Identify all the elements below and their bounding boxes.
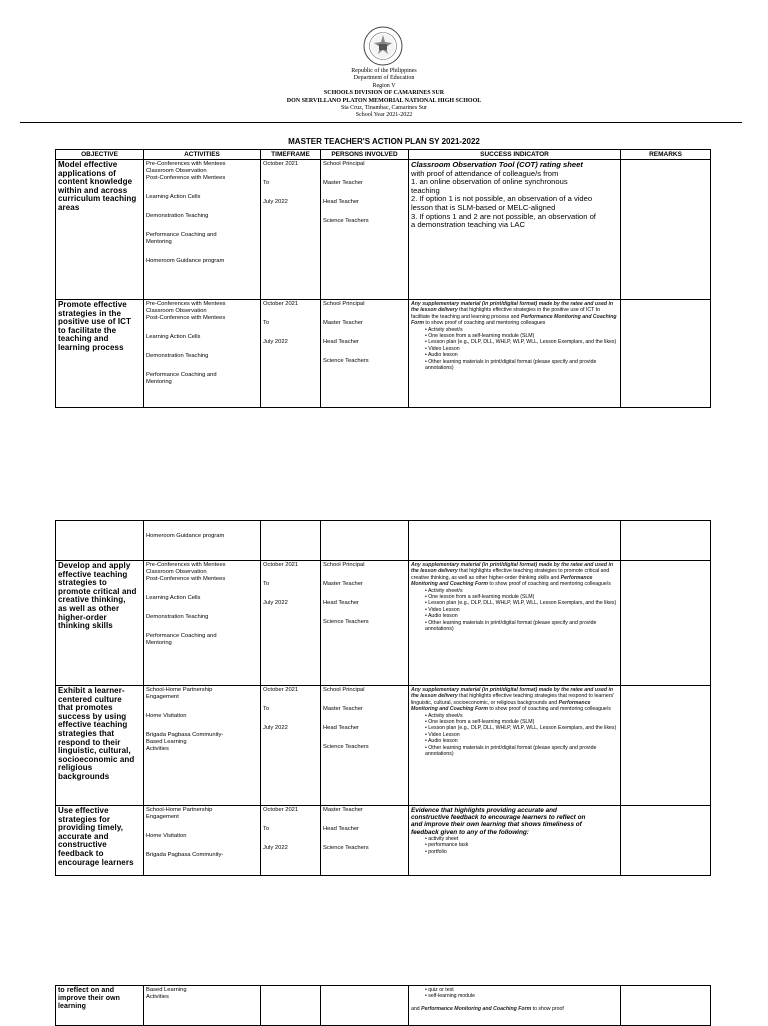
activities-cell: School-Home Partnership Engagement Home Visitation Brigada Pagbasa Community- — [144, 806, 261, 876]
remarks-cell — [621, 521, 711, 561]
header-divider — [20, 122, 742, 123]
timeframe-cell — [261, 521, 321, 561]
success-indicator-cell: Any supplementary material (in print/digital format) made by the ratee and used in the lesson delivery that highlights effective strategies in the positive use of ICT to facilitate the teaching and learning process and Performance Monitoring and Coaching Form to show proof of coaching and mentoring colleagues • Activity sheet/s • One lesson from a self-learning module (SLM) • Lesson plan (e.g., DLP, DLL, WHLP, WLP, WLL, Lesson Exemplars, and the likes) • Video Lesson • Audio lesson • Other learning materials in print/digital format (please specify and provide annotations) — [409, 300, 621, 408]
remarks-cell — [621, 300, 711, 408]
persons-cell — [321, 521, 409, 561]
success-indicator-cell: Any supplementary material (in print/digital format) made by the ratee and used in the lesson delivery that highlights effective teaching strategies that respond to learners' linguistic, cultural, socioeconomic, or religious backgrounds and Performance Monitoring and Coaching Form to show proof of coaching and mentoring colleague/s • Activity sheet/s • One lesson from a self-learning module (SLM) • Lesson plan (e.g., DLP, DLL, WHLP, WLP, WLL, Lesson Exemplars, and the likes) • Video Lesson • Audio lesson • Other learning materials in print/digital format (please specify and provide annotations) — [409, 686, 621, 806]
remarks-cell — [621, 986, 711, 1026]
table-row — [56, 521, 711, 561]
remarks-cell — [621, 806, 711, 876]
objective-cell: to reflect on and improve their own learning — [56, 986, 144, 1026]
remarks-cell — [621, 561, 711, 686]
timeframe-cell: October 2021 To July 2022 — [261, 160, 321, 300]
table-row — [56, 160, 711, 300]
timeframe-cell — [261, 986, 321, 1026]
document-header — [0, 68, 768, 120]
deped-seal-icon — [363, 26, 403, 66]
action-plan-table-page3 — [55, 985, 711, 1026]
table-row — [56, 300, 711, 408]
table-header-row — [56, 150, 711, 160]
timeframe-cell: October 2021 To July 2022 — [261, 300, 321, 408]
header-line: Department of Education — [353, 75, 415, 82]
timeframe-cell: October 2021 To July 2022 — [261, 686, 321, 806]
school-name: DON SERVILLANO PLATON MEMORIAL NATIONAL HIGH SCHOOL — [286, 97, 482, 104]
objective-cell — [56, 521, 144, 561]
action-plan-table-page1 — [55, 149, 711, 408]
header-line: Republic of the Philippines — [351, 68, 417, 74]
table-row — [56, 686, 711, 806]
persons-cell — [321, 986, 409, 1026]
division-name: SCHOOLS DIVISION OF CAMARINES SUR — [323, 90, 445, 97]
activities-cell: Pre-Conferences with Mentees Classroom Observation Post-Conference with Mentees Learning Action Cells Demonstration Teaching Performance Coaching and Mentoring — [144, 300, 261, 408]
col-objective: OBJECTIVE — [56, 150, 144, 160]
persons-cell: Master Teacher Head Teacher Science Teachers — [321, 806, 409, 876]
col-timeframe: TIMEFRAME — [261, 150, 321, 160]
objective-cell: Exhibit a learner- centered culture that promotes success by using effective teaching strategies that respond to their linguistic, cultural, socioeconomic and religious backgrounds — [56, 686, 144, 806]
persons-cell: School Principal Master Teacher Head Teacher Science Teachers — [321, 686, 409, 806]
objective-cell: Model effective applications of content knowledge within and across curriculum teaching areas — [56, 160, 144, 300]
plan-title: MASTER TEACHER'S ACTION PLAN SY 2021-2022 — [288, 137, 480, 146]
persons-cell: School Principal Master Teacher Head Teacher Science Teachers — [321, 561, 409, 686]
objective-cell: Develop and apply effective teaching strategies to promote critical and creative thinking, as well as other higher-order thinking skills — [56, 561, 144, 686]
table-row — [56, 806, 711, 876]
success-indicator-cell — [409, 521, 621, 561]
school-address: Sta Cruz, Tinambac, Camarines Sur — [341, 105, 427, 112]
success-indicator-cell: Any supplementary material (in print/digital format) made by the ratee and used in the lesson delivery that highlights effective teaching strategies to promote critical and creative thinking, as well as other higher-order thinking skills and Performance Monitoring and Coaching Form to show proof of coaching and mentoring colleague/s • Activity sheet/s • One lesson from a self-learning module (SLM) • Lesson plan (e.g., DLP, DLL, WHLP, WLP, WLL, Lesson Exemplars, and the likes) • Video Lesson • Audio lesson • Other learning materials in print/digital format (please specify and provide annotations) — [409, 561, 621, 686]
table-row — [56, 986, 711, 1026]
timeframe-cell: October 2021 To July 2022 — [261, 806, 321, 876]
activities-cell: School-Home Partnership Engagement Home Visitation Brigada Pagbasa Community- Based Learning Activities — [144, 686, 261, 806]
remarks-cell — [621, 686, 711, 806]
col-success-indicator: SUCCESS INDICATOR — [409, 150, 621, 160]
action-plan-table-page2 — [55, 520, 711, 876]
activities-cell: Homeroom Guidance program — [144, 521, 261, 561]
activities-cell: Pre-Conferences with Mentees Classroom Observation Post-Conference with Mentees Learning Action Cells Demonstration Teaching Performance Coaching and Mentoring Homeroom Guidance program — [144, 160, 261, 300]
col-remarks: REMARKS — [621, 150, 711, 160]
success-indicator-cell: • quiz or test • self-learning module and Performance Monitoring and Coaching Form to show proof — [409, 986, 621, 1026]
activities-cell: Pre-Conferences with Mentees Classroom Observation Post-Conference with Mentees Learning Action Cells Demonstration Teaching Performance Coaching and Mentoring — [144, 561, 261, 686]
persons-cell: School Principal Master Teacher Head Teacher Science Teachers — [321, 300, 409, 408]
persons-cell: School Principal Master Teacher Head Teacher Science Teachers — [321, 160, 409, 300]
objective-cell: Promote effective strategies in the positive use of ICT to facilitate the teaching and learning process — [56, 300, 144, 408]
activities-cell: Based Learning Activities — [144, 986, 261, 1026]
header-line: Region V — [372, 82, 396, 89]
col-activities: ACTIVITIES — [144, 150, 261, 160]
success-indicator-cell: Classroom Observation Tool (COT) rating sheet with proof of attendance of colleague/s from 1. an online observation of online synchronous teaching 2. If option 1 is not possible, an observation of a video lesson that is SLM-based or MELC-aligned 3. If options 1 and 2 are not possible, an observation of a demonstration teaching via LAC — [409, 160, 621, 300]
success-indicator-cell: Evidence that highlights providing accurate and constructive feedback to encourage learners to reflect on and improve their own learning that shows timeliness of feedback given to any of the following: • activity sheet • performance task • portfolio — [409, 806, 621, 876]
col-persons-involved: PERSONS INVOLVED — [321, 150, 409, 160]
table-row — [56, 561, 711, 686]
remarks-cell — [621, 160, 711, 300]
timeframe-cell: October 2021 To July 2022 — [261, 561, 321, 686]
school-year: School Year 2021-2022 — [355, 112, 413, 119]
objective-cell: Use effective strategies for providing timely, accurate and constructive feedback to encourage learners — [56, 806, 144, 876]
